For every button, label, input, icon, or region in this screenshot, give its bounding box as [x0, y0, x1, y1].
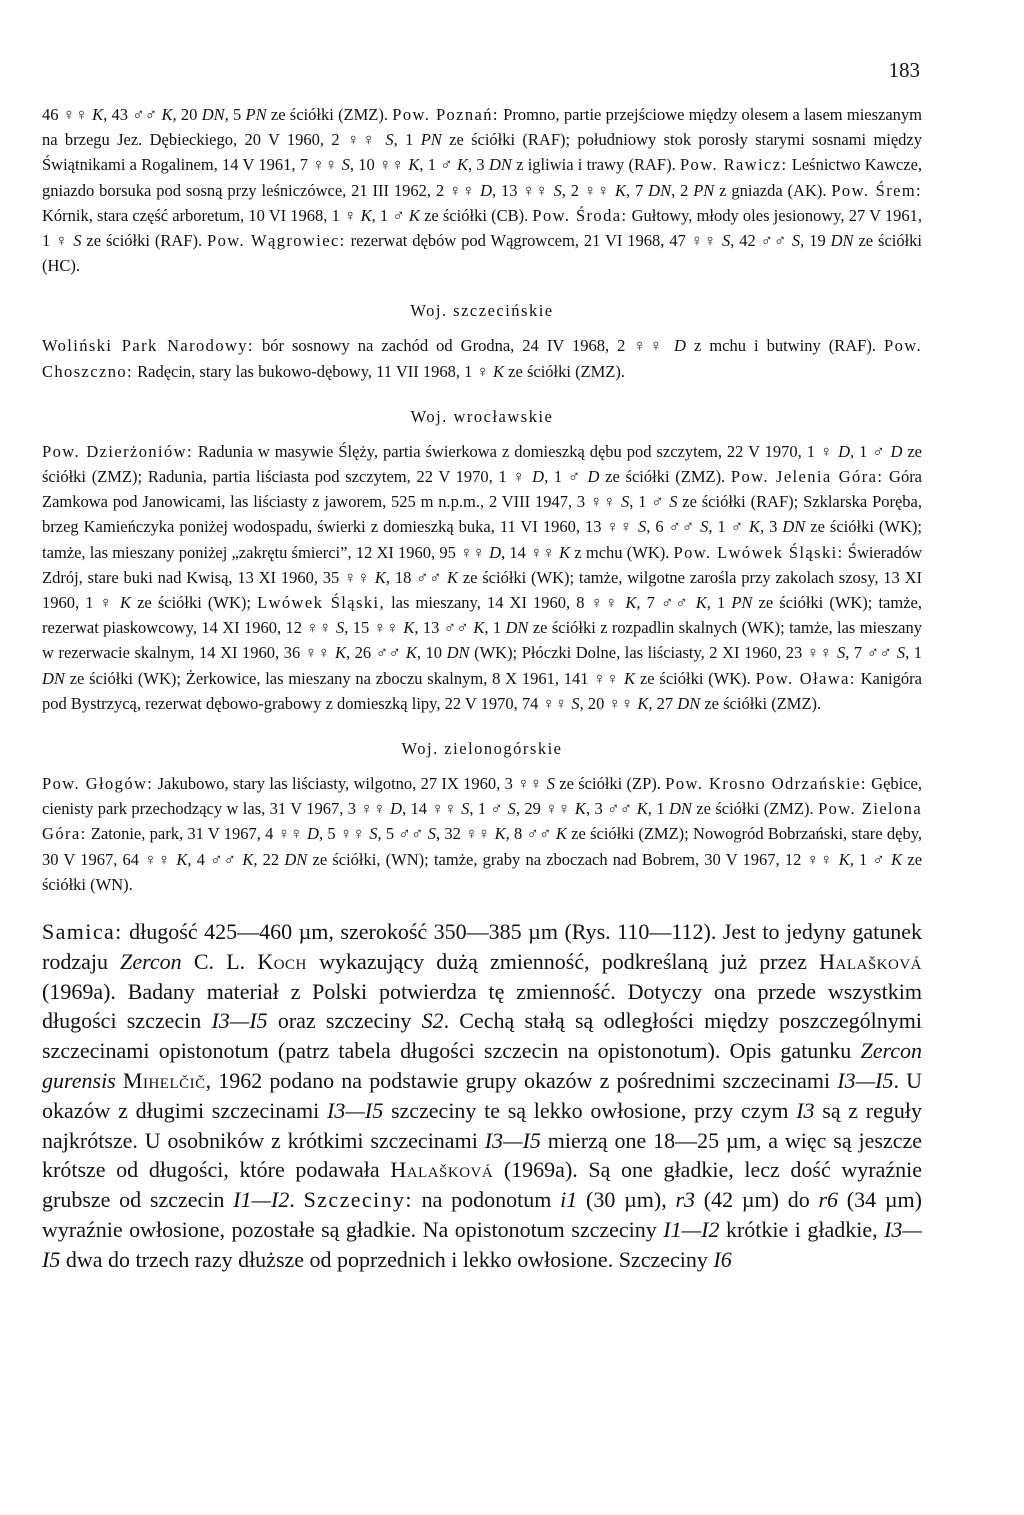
text-run: , 18 ♂♂	[385, 567, 448, 587]
description-paragraph-samica	[42, 917, 922, 1275]
text-run: 46 ♀♀	[42, 105, 93, 124]
text-run: , 1 ♂	[469, 799, 508, 819]
spaced-run: Pow. Zielona Góra:	[42, 799, 923, 844]
italic-run: DN	[648, 180, 672, 200]
italic-run: S	[669, 492, 678, 512]
spaced-run: Pow. Choszczno:	[42, 336, 922, 381]
text-run: , 10 ♀♀	[349, 155, 409, 175]
italic-run: S	[427, 824, 437, 844]
text-run: . U okazów z długimi szczecinami	[42, 1068, 922, 1123]
text-run: z gniazda (AK).	[714, 180, 832, 200]
spaced-run: Pow. Wągrowiec:	[207, 231, 346, 251]
spaced-run: Pow. Rawicz:	[679, 155, 788, 175]
italic-run: S	[700, 517, 709, 537]
text-run: , 1962 podano na podstawie grupy okazów z pośrednimi szczecinami	[205, 1068, 838, 1094]
text-run: (34 µm) wyraźnie owłosione, pozostałe są gładkie. Na opistonotum szczeciny	[42, 1187, 922, 1243]
text-run: (1969a). Są one gładkie, lecz dość wyraźnie grubsze od szczecin	[42, 1157, 923, 1213]
italic-run: S	[461, 799, 470, 819]
text-run: ze ściółki (ZMZ).	[691, 799, 819, 819]
spaced-run: Szczeciny:	[303, 1187, 413, 1213]
locality-paragraph-wroclawskie	[42, 439, 922, 716]
text-run: las mieszany, 14 XI 1960, 8 ♀♀	[384, 593, 626, 613]
text-run: , 8 ♂♂	[505, 824, 556, 844]
text-run: ze ściółki (WK);	[131, 593, 258, 613]
text-run: , 1 ♂	[850, 441, 891, 461]
text-run: krótkie i gładkie,	[719, 1217, 885, 1243]
page-body	[42, 102, 922, 1275]
text-run: ze ściółki (WK); tamże, rezerwat piaskowcowy, 14 XI 1960, 12 ♀♀	[42, 593, 922, 638]
text-run: , 29 ♀♀	[515, 799, 575, 819]
italic-run: D	[674, 336, 686, 356]
text-run: , 1	[647, 799, 669, 819]
text-run: (1969a). Badany materiał z Polski potwierdza tę zmienność. Dotyczy ona przede wszystkim długości szczecin	[42, 978, 922, 1034]
text-run: , 2	[671, 180, 694, 200]
text-run: . Cechą stałą są odległości między poszczególnymi szczecinami opistonotum (patrz tabela długości szczecin na opistonotum). Opis gatunku	[42, 1008, 922, 1064]
text-run: , 1	[484, 618, 506, 638]
section-heading-wroclawskie: Woj. wrocławskie	[410, 406, 554, 426]
text-run: Kanigóra pod Bystrzycą, rezerwat dębowo-grabowy z domieszką lipy, 22 V 1970, 74 ♀♀	[42, 668, 922, 713]
italic-run: K	[559, 542, 571, 562]
text-run: , 3 ♂♂	[585, 799, 637, 819]
italic-run: PN	[420, 130, 442, 150]
text-run: wykazujący dużą zmienność, podkreślaną już przez	[306, 948, 820, 974]
text-run: Radęcin, stary las bukowo-dębowy, 11 VII 1968, 1 ♀	[132, 361, 494, 381]
text-run: , 3	[759, 517, 783, 537]
italic-run: K	[891, 849, 903, 869]
text-run: (30 µm),	[577, 1187, 676, 1213]
text-run: , 1	[393, 130, 421, 150]
page-number: 183	[888, 58, 920, 82]
text-run: ze ściółki (RAF); Szklarska Poręba, brzeg Kamieńczyka poniżej wodospadu, świerki z domieszką buka, 11 VI 1960, 13 ♀♀	[42, 492, 923, 537]
text-run: ze ściółki (ZMZ).	[266, 105, 393, 124]
italic-run: K	[408, 205, 420, 225]
text-run: , 32 ♀♀	[436, 824, 495, 844]
text-run: , 27	[648, 693, 678, 713]
text-run: ze ściółki (ZMZ).	[599, 467, 731, 487]
italic-run: I1—I2	[663, 1217, 720, 1243]
italic-run: K	[176, 849, 188, 869]
text-run: , 5 ♀♀	[318, 824, 370, 844]
italic-run: I6	[713, 1246, 732, 1272]
italic-run: K	[748, 517, 760, 537]
text-run: C. L.	[181, 948, 258, 974]
text-run: Jakubowo, stary las liściasty, wilgotno, 27 IX 1960, 3 ♀♀	[153, 774, 547, 794]
locality-paragraph-zielonogorskie	[42, 771, 922, 897]
italic-run: K	[334, 643, 346, 663]
text-run: .	[289, 1187, 304, 1213]
italic-run: DN	[201, 105, 225, 124]
text-run: , 1 ♂	[629, 492, 670, 512]
italic-run: K	[457, 155, 469, 175]
text-run: , 7	[626, 180, 649, 200]
italic-run: D	[489, 542, 502, 562]
section-heading-zielonogorskie: Woj. zielonogórskie	[401, 739, 563, 759]
italic-run: K	[360, 205, 372, 225]
italic-run: D	[838, 441, 851, 461]
italic-run: K	[624, 668, 636, 688]
italic-run: S	[507, 799, 516, 819]
text-run: ze ściółki (WK).	[635, 668, 756, 688]
text-run: Zatonie, park, 31 V 1967, 4 ♀♀	[86, 824, 308, 844]
text-run: ze ściółki (HC).	[42, 231, 923, 276]
text-run: , 3	[468, 155, 489, 175]
text-run: ze ściółki (CB).	[419, 205, 533, 225]
italic-run: DN	[677, 693, 701, 713]
text-run: , 1 ♂	[544, 467, 588, 487]
italic-run: DN	[782, 517, 806, 537]
author-name: Mihelčič	[122, 1068, 206, 1094]
italic-run: I3—I5	[837, 1068, 894, 1094]
text-run: szczeciny te są lekko owłosione, przy czym	[383, 1097, 797, 1123]
text-run: , 43 ♂♂	[103, 105, 162, 124]
italic-run: I3—I5	[211, 1008, 268, 1034]
text-run: ze ściółki z rozpadlin skalnych (WK); tamże, las mieszany w rezerwacie skalnym, 14 XI 1960, 36 ♀♀	[42, 618, 923, 663]
italic-run: D	[480, 180, 493, 200]
text-run: długość 425—460 µm, szerokość 350—385 µm (Rys. 110—112). Jest to jedyny gatunek rodzaju	[42, 919, 922, 974]
text-run: bór sosnowy na zachód od Grodna, 24 IV 1968, 2 ♀♀	[253, 336, 675, 356]
italic-run: S	[73, 231, 82, 251]
author-name: Halašková	[390, 1157, 494, 1183]
text-run: , 42 ♂♂	[730, 231, 792, 251]
text-run: (WK); Płóczki Dolne, las liściasty, 2 XI 1960, 23 ♀♀	[469, 643, 837, 663]
italic-run: S	[836, 643, 846, 663]
spaced-run: Woliński Park Narodowy:	[42, 336, 254, 356]
author-name: Koch	[257, 948, 307, 974]
italic-run: K	[574, 799, 586, 819]
text-run: , 1 ♂	[708, 517, 749, 537]
text-run: , 1	[706, 593, 732, 613]
italic-run: K	[493, 361, 505, 381]
italic-run: I3—I5	[484, 1127, 541, 1153]
text-run: , 22	[253, 849, 285, 869]
text-run: , 10	[416, 643, 447, 663]
italic-run: DN	[830, 231, 854, 251]
italic-run: K	[555, 824, 567, 844]
italic-run: K	[838, 849, 850, 869]
italic-run: S	[571, 693, 580, 713]
italic-run: K	[120, 593, 132, 613]
italic-run: S	[336, 618, 345, 638]
locality-paragraph-wielkopolskie	[42, 102, 922, 278]
italic-run: S2	[421, 1008, 444, 1034]
text-run: ze ściółki (RAF).	[81, 231, 208, 251]
text-run: Kórnik, stara część arboretum, 10 VI 1968, 1 ♀	[42, 205, 361, 225]
italic-run: r3	[675, 1187, 696, 1213]
italic-run: DN	[488, 155, 512, 175]
italic-run: D	[532, 467, 545, 487]
text-run: ze ściółki, (WN); tamże, graby na zboczach nad Bobrem, 30 V 1967, 12 ♀♀	[307, 849, 839, 869]
text-run: oraz szczeciny	[267, 1008, 422, 1034]
text-run: z mchu i butwiny (RAF).	[685, 336, 884, 356]
text-run: , 19	[800, 231, 831, 251]
italic-run: S	[637, 517, 647, 537]
text-run: ze ściółki (ZP).	[554, 774, 666, 794]
text-run: , 1 ♂	[371, 205, 409, 225]
text-run: , 14 ♀♀	[501, 542, 560, 562]
text-run: , 1 ♂	[419, 155, 458, 175]
italic-run: K	[625, 593, 637, 613]
italic-run: D	[587, 467, 600, 487]
text-run: , 4 ♂♂	[187, 849, 243, 869]
spaced-run: Lwówek Śląski,	[257, 593, 385, 613]
italic-run: K	[374, 567, 386, 587]
text-run: , 1	[905, 643, 923, 663]
italic-run: DN	[446, 643, 470, 663]
text-run: , 20 ♀♀	[579, 693, 638, 713]
author-name: Halašková	[819, 948, 922, 974]
italic-run: I1—I2	[233, 1187, 290, 1213]
text-run: , 14 ♀♀	[402, 799, 462, 819]
text-run: , 5 ♂♂	[377, 824, 428, 844]
italic-run: PN	[731, 593, 753, 613]
text-run: ze ściółki (RAF); południowy stok porosły starymi sosnami między Świątnikami a Rogalinem, 14 V 1961, 7 ♀♀	[42, 130, 923, 175]
italic-run: I3	[796, 1097, 815, 1123]
italic-run: PN	[245, 105, 267, 124]
italic-run: D	[390, 799, 403, 819]
italic-run: S	[721, 231, 731, 251]
spaced-run: Pow. Głogów:	[42, 774, 154, 794]
italic-run: S	[546, 774, 555, 794]
text-run: mierzą one 18—25 µm, a więc są jeszcze krótsze od długości, które podawała	[42, 1127, 922, 1183]
italic-run: S	[621, 492, 630, 512]
text-run: ze ściółki (ZMZ); Nowogród Bobrzański, stare dęby, 30 V 1967, 64 ♀♀	[42, 824, 923, 869]
spaced-run: Pow. Środa:	[532, 205, 628, 225]
text-run: Świeradów Zdrój, stare buki nad Kwisą, 13 XI 1960, 35 ♀♀	[42, 542, 923, 587]
text-run: , 2 ♀♀	[561, 180, 616, 200]
text-run: na podonotum	[412, 1187, 561, 1213]
text-run: z igliwia i trawy (RAF).	[511, 155, 680, 175]
text-run: , 15 ♀♀	[344, 618, 404, 638]
italic-run: S	[896, 643, 906, 663]
locality-paragraph-szczecinskie	[42, 333, 922, 383]
italic-run: K	[637, 693, 649, 713]
text-run: ze ściółki (WK); tamże, las mieszany poniżej „zakrętu śmierci”, 12 XI 1960, 95 ♀♀	[42, 517, 922, 562]
italic-run: S	[553, 180, 562, 200]
text-run: , 20	[172, 105, 202, 124]
text-run: ze ściółki (ZMZ).	[700, 693, 822, 713]
text-run: Radunia w masywie Ślęży, partia świerkowa z domieszką dębu pod szczytem, 22 V 1970, 1 ♀	[192, 441, 839, 461]
italic-run: K	[405, 643, 417, 663]
text-run: , 5	[224, 105, 246, 124]
text-run: , 6 ♂♂	[646, 517, 701, 537]
text-run: Gębice, cienisty park przechodzący w las, 31 V 1967, 3 ♀♀	[42, 774, 923, 819]
italic-run: DN	[668, 799, 692, 819]
text-run: , 13 ♀♀	[492, 180, 554, 200]
text-run: dwa do trzech razy dłuższe od poprzednich i lekko owłosione. Szczeciny	[60, 1246, 714, 1272]
text-run: Leśnictwo Kawcze, gniazdo borsuka pod sosną przy leśniczówce, 21 III 1962, 2 ♀♀	[42, 155, 923, 200]
text-run: ze ściółki (WK); Żerkowice, las mieszany na zboczu skalnym, 8 X 1961, 141 ♀♀	[64, 668, 625, 688]
italic-run: K	[408, 155, 420, 175]
spaced-run: Pow. Dzierżoniów:	[42, 441, 193, 461]
italic-run: S	[369, 824, 378, 844]
italic-run: K	[447, 567, 459, 587]
section-heading-szczecinskie: Woj. szczecińskie	[410, 301, 554, 321]
text-run	[116, 1068, 123, 1093]
italic-run: DN	[284, 849, 308, 869]
italic-run: K	[695, 593, 707, 613]
text-run: , 13 ♂♂	[414, 618, 474, 638]
italic-run: S	[791, 231, 801, 251]
spaced-run: Pow. Poznań:	[392, 105, 499, 124]
italic-run: I3—I5	[327, 1097, 384, 1123]
text-run: z mchu (WK).	[570, 542, 674, 562]
spaced-run: Pow. Oława:	[755, 668, 856, 688]
italic-run: K	[161, 105, 173, 124]
text-run: , 7 ♂♂	[636, 593, 696, 613]
italic-run: i1	[560, 1187, 578, 1213]
text-run: Góra Zamkowa pod Janowicami, las liściasty z jaworem, 525 m n.p.m., 2 VIII 1947, 3 ♀♀	[42, 467, 923, 512]
text-run: (42 µm) do	[695, 1187, 819, 1213]
italic-run: PN	[693, 180, 715, 200]
text-run: , 26 ♂♂	[345, 643, 406, 663]
italic-run: D	[307, 824, 319, 844]
italic-run: K	[473, 618, 485, 638]
spaced-run: Pow. Lwówek Śląski:	[673, 542, 844, 562]
text-run: ze ściółki (ZMZ).	[504, 361, 626, 381]
italic-run: D	[890, 441, 903, 461]
text-run: Gułtowy, młody oles jesionowy, 27 V 1961, 1 ♀	[42, 205, 922, 251]
text-run: , 7 ♂♂	[845, 643, 897, 663]
spaced-run: Samica:	[42, 919, 123, 945]
text-run: ze ściółki (WN).	[42, 849, 923, 894]
spaced-run: Pow. Krosno Odrzańskie:	[665, 774, 867, 794]
italic-run: K	[636, 799, 648, 819]
italic-run: S	[341, 155, 350, 175]
italic-run: K	[403, 618, 415, 638]
italic-run: K	[92, 105, 104, 124]
text-run: ze ściółki (WK); tamże, wilgotne zarośla przy zakolach szosy, 13 XI 1960, 1 ♀	[42, 567, 922, 613]
italic-run: DN	[505, 618, 529, 638]
text-run: są z reguły najkrótsze. U osobników z krótkimi szczecinami	[42, 1097, 922, 1153]
text-run: ze ściółki (ZMZ); Radunia, partia liściasta pod szczytem, 22 V 1970, 1 ♀	[42, 441, 923, 487]
italic-run: r6	[818, 1187, 839, 1213]
italic-run: K	[615, 180, 627, 200]
text-run: Promno, partie przejściowe między olesem a lasem mieszanym na brzegu Jez. Dębieckiego, 20 V 1960, 2 ♀♀	[42, 105, 923, 150]
italic-run: I3—I5	[42, 1217, 922, 1272]
italic-run: K	[494, 824, 506, 844]
text-run: , 1 ♂	[849, 849, 892, 869]
spaced-run: Pow. Jelenia Góra:	[730, 467, 884, 487]
italic-run: Zercon	[120, 948, 182, 974]
italic-run: Zercon gurensis	[42, 1038, 922, 1094]
italic-run: K	[242, 849, 254, 869]
italic-run: DN	[42, 668, 65, 688]
text-run: rezerwat dębów pod Wągrowcem, 21 VI 1968, 47 ♀♀	[345, 231, 722, 251]
italic-run: S	[385, 130, 394, 150]
spaced-run: Pow. Śrem:	[831, 180, 923, 200]
